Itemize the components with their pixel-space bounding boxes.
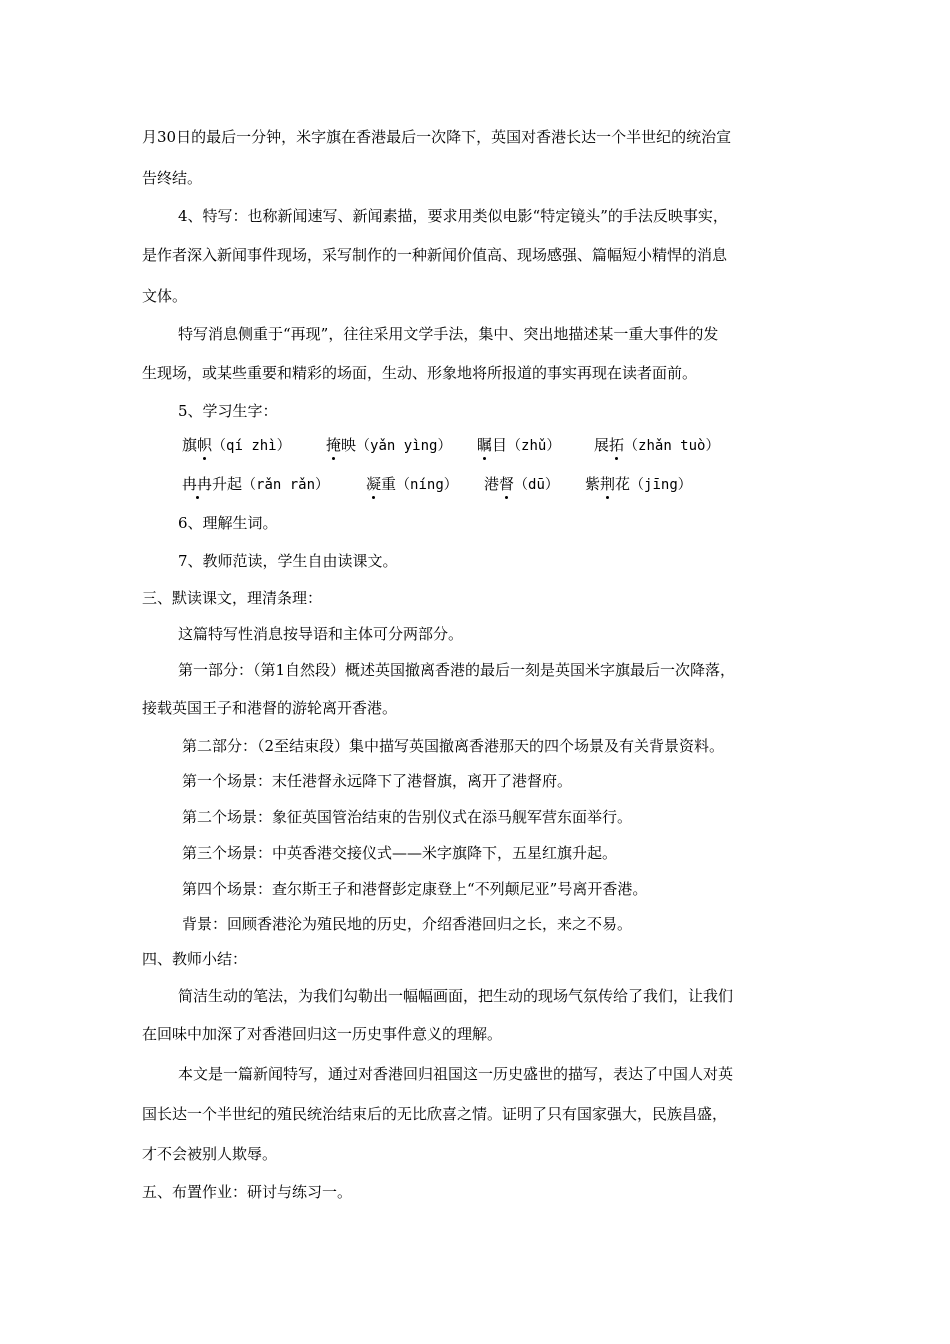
dotted-char: 拓: [609, 436, 625, 454]
text-line: 特写消息侧重于“再现”，往往采用文学手法，集中、突出地描述某一重大事件的发: [178, 325, 719, 343]
section-heading: 三、默读课文，理清条理：: [142, 589, 323, 607]
text-line: 接载英国王子和港督的游轮离开香港。: [142, 699, 398, 717]
text-line: 5、学习生字：: [178, 402, 278, 420]
vocab-item: 冉冉升起（rǎn rǎn）: [182, 475, 330, 493]
text-line: 国长达一个半世纪的殖民统治结束后的无比欣喜之情。证明了只有国家强大，民族昌盛，: [142, 1105, 728, 1123]
text-line: 这篇特写性消息按导语和主体可分两部分。: [178, 625, 464, 643]
vocab-item: 瞩目（zhǔ）: [477, 436, 561, 454]
vocab-item: 掩映（yǎn yìng）: [326, 436, 452, 454]
pinyin: （jīng）: [630, 477, 692, 493]
pinyin: （qí zhì）: [212, 438, 291, 454]
text-line: 第二部分：（2至结束段）集中描写英国撤离香港那天的四个场景及有关背景资料。: [182, 737, 725, 755]
pinyin: （yǎn yìng）: [356, 438, 452, 454]
dotted-char: 督: [499, 475, 515, 493]
pinyin: （zhǎn tuò）: [624, 438, 720, 454]
pinyin: （níng）: [396, 477, 458, 493]
text-line: 在回味中加深了对香港回归这一历史事件意义的理解。: [142, 1025, 503, 1043]
text-line: 第二个场景：象征英国管治结束的告别仪式在添马舰军营东面举行。: [182, 808, 633, 826]
vocab-item: 凝重（níng）: [366, 475, 458, 493]
text-line: 第四个场景：查尔斯王子和港督彭定康登上“不列颠尼亚”号离开香港。: [182, 880, 648, 898]
pinyin: （rǎn rǎn）: [242, 477, 330, 493]
vocab-item: 紫荆花（jīng）: [585, 475, 692, 493]
text-line: 6、理解生词。: [178, 514, 278, 532]
vocab-item: 旗帜（qí zhì）: [182, 436, 291, 454]
text-line: 7、教师范读，学生自由读课文。: [178, 552, 398, 570]
vocab-item: 港督（dū）: [484, 475, 559, 493]
dotted-char: 荆: [600, 475, 616, 493]
pinyin: （dū）: [514, 477, 559, 493]
text-line: 文体。: [142, 287, 188, 305]
dotted-char: 掩: [326, 436, 342, 454]
section-heading: 五、布置作业：研讨与练习一。: [142, 1183, 353, 1201]
text-line: 第一部分：（第1自然段）概述英国撤离香港的最后一刻是英国米字旗最后一次降落，: [178, 661, 736, 679]
dotted-char: 帜: [197, 436, 213, 454]
text-line: 第一个场景：末任港督永远降下了港督旗，离开了港督府。: [182, 772, 573, 790]
text-line: 生现场，或某些重要和精彩的场面，生动、形象地将所报道的事实再现在读者面前。: [142, 364, 698, 382]
text-line: 背景：回顾香港沦为殖民地的历史，介绍香港回归之长，来之不易。: [182, 915, 633, 933]
text-line: 本文是一篇新闻特写，通过对香港回归祖国这一历史盛世的描写，表达了中国人对英: [178, 1065, 734, 1083]
text-line: 简洁生动的笔法，为我们勾勒出一幅幅画面，把生动的现场气氛传给了我们，让我们: [178, 987, 734, 1005]
text-line: 4、特写：也称新闻速写、新闻素描，要求用类似电影“特定镜头”的手法反映事实，: [178, 207, 728, 225]
dotted-char: 冉冉: [182, 475, 213, 493]
pinyin: （zhǔ）: [507, 438, 561, 454]
text-line: 告终结。: [142, 169, 203, 187]
text-line: 第三个场景：中英香港交接仪式——米字旗降下，五星红旗升起。: [182, 844, 618, 862]
vocab-item: 展拓（zhǎn tuò）: [594, 436, 720, 454]
dotted-char: 瞩: [477, 436, 493, 454]
text-line: 是作者深入新闻事件现场，采写制作的一种新闻价值高、现场感强、篇幅短小精悍的消息: [142, 246, 728, 264]
section-heading: 四、教师小结：: [142, 950, 248, 968]
dotted-char: 凝: [366, 475, 382, 493]
text-line: 才不会被别人欺辱。: [142, 1145, 278, 1163]
text-line: 月30日的最后一分钟，米字旗在香港最后一次降下，英国对香港长达一个半世纪的统治宣: [142, 128, 732, 146]
